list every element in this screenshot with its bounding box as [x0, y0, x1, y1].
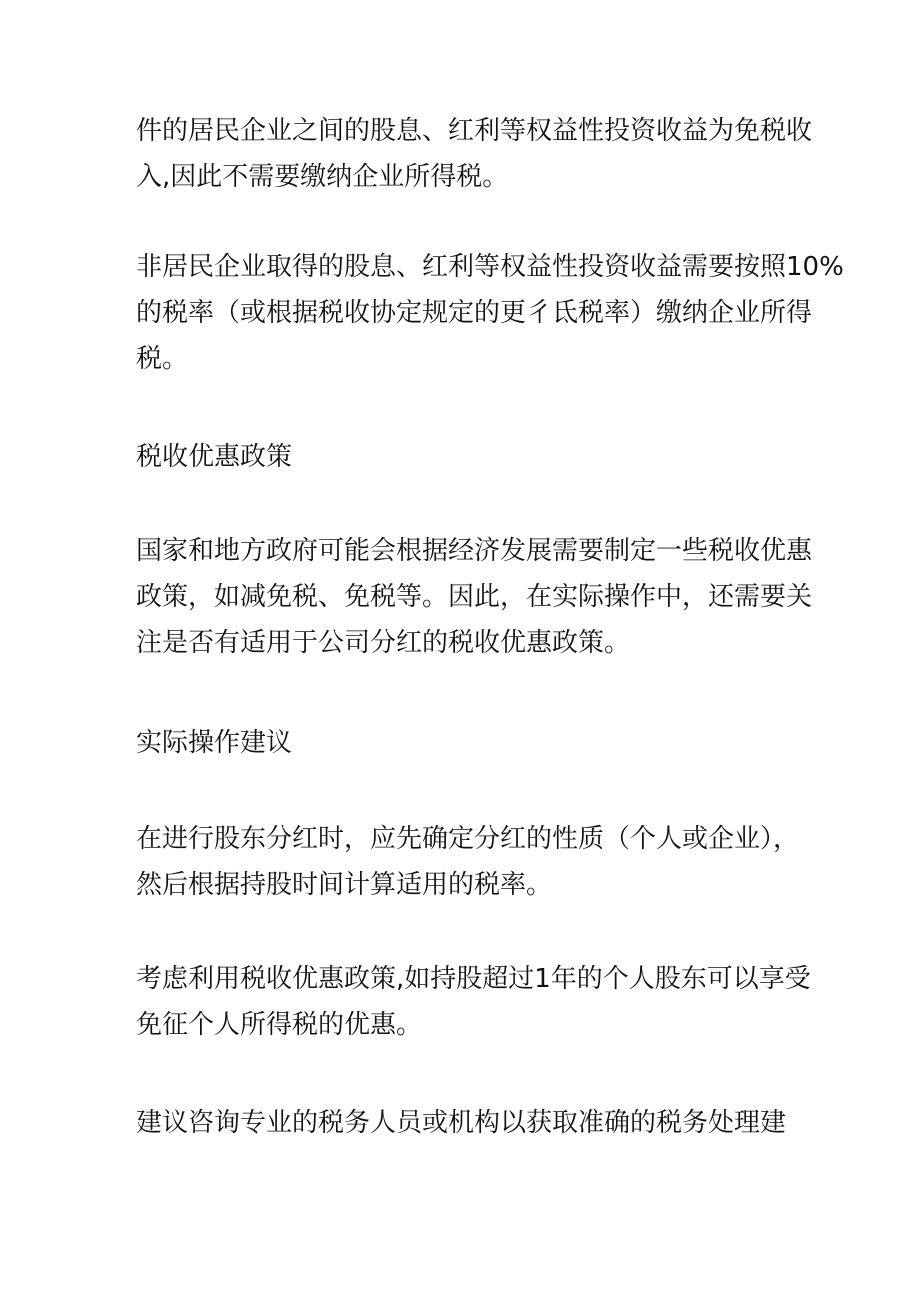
text-line: 国家和地方政府可能会根据经济发展需要制定一些税收优惠 [136, 536, 813, 566]
paragraph-consult-professionals [136, 1100, 796, 1146]
text-line: 免征个人所得税的优惠。 [136, 1010, 423, 1040]
paragraph-non-resident-tax [136, 244, 844, 382]
paragraph-use-incentives [136, 956, 811, 1048]
text-line: 然后根据持股时间计算适用的税率。 [136, 870, 553, 900]
text-line: 件的居民企业之间的股息、红利等权益性投资收益为免税收 [136, 116, 813, 146]
text-line: 入,因此不需要缴纳企业所得税。 [136, 162, 509, 192]
text-line: 非居民企业取得的股息、红利等权益性投资收益需要按照10% [136, 252, 844, 282]
text-line: 的税率（或根据税收协定规定的更彳氐税率）缴纳企业所得 [136, 298, 813, 328]
text-line: 注是否有适用于公司分红的税收优惠政策。 [136, 628, 631, 658]
paragraph-tax-incentives [136, 528, 813, 666]
paragraph-dividend-exemption [136, 108, 813, 200]
text-line: 建议咨询专业的税务人员或机构以获取准确的税务处理建 [136, 1108, 787, 1138]
text-line: 在进行股东分红时，应先确定分红的性质（个人或企业）， [136, 824, 800, 854]
paragraph-dividend-nature [136, 816, 800, 908]
text-line: 考虑利用税收优惠政策,如持股超过1年的个人股东可以享受 [136, 964, 811, 994]
text-line: 税。 [136, 344, 189, 374]
section-heading-practical-advice: 实际操作建议 [136, 728, 293, 758]
section-heading-tax-incentives: 税收优惠政策 [136, 442, 293, 472]
text-line: 政策，如减免税、免税等。因此，在实际操作中，还需要关 [136, 582, 813, 612]
